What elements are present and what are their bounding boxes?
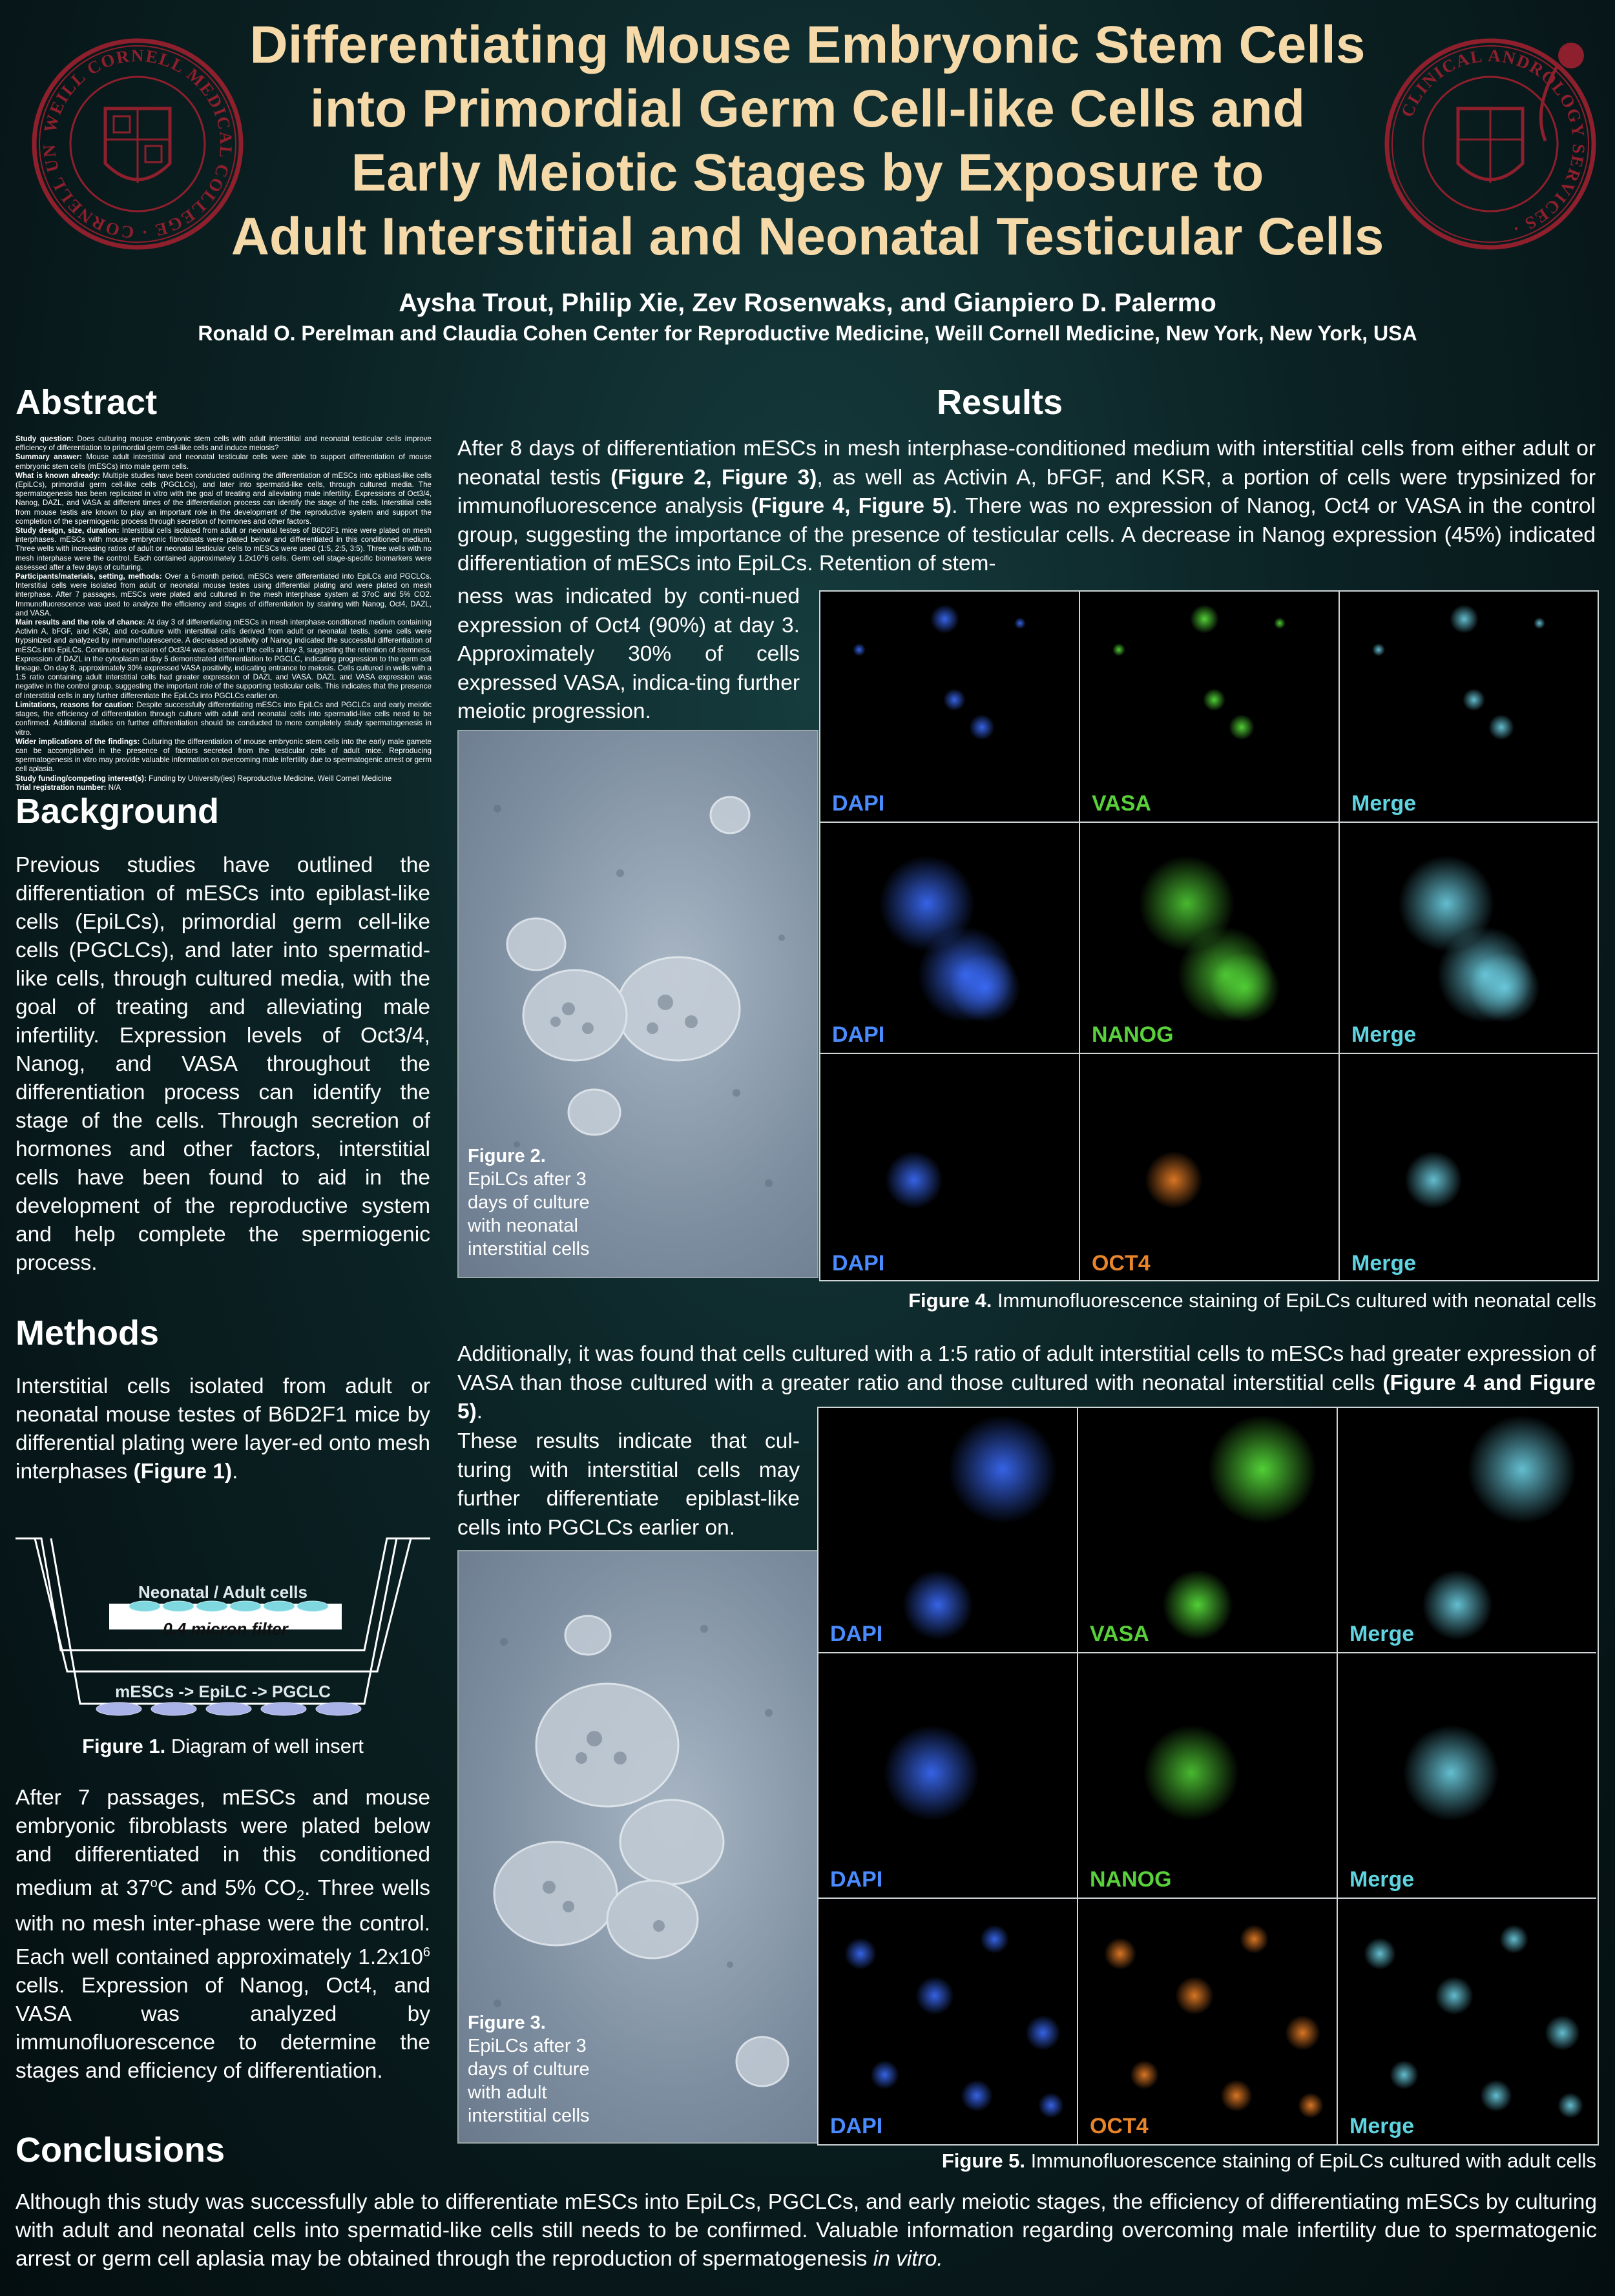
svg-text:WEILL CORNELL MEDICAL COLLEGE: WEILL CORNELL MEDICAL COLLEGE · CORNELL UN	[39, 45, 236, 243]
title-line: Adult Interstitial and Neonatal Testicular Cells	[231, 207, 1384, 266]
abstract-body	[16, 435, 432, 792]
abstract-paragraph-label: Study funding/competing interest(s):	[16, 774, 147, 783]
methods-text-1-body: Interstitial cells isolated from adult or neonatal mouse testes of B6D2F1 mice by differential plating were layer-ed onto mesh interphases	[16, 1374, 430, 1484]
abstract-paragraph-label: Summary answer:	[16, 453, 83, 462]
panel-label: Merge	[1351, 791, 1417, 816]
panel-label: OCT4	[1092, 1251, 1151, 1276]
results-ref-fig4-and-5: (Figure 4 and Figure 5)	[457, 1370, 1596, 1424]
panel-label: VASA	[1090, 1622, 1149, 1646]
figure-2-micrograph	[457, 730, 818, 1278]
abstract-paragraph-text: N/A	[106, 783, 121, 792]
panel-label: DAPI	[830, 2114, 883, 2138]
results-para-2a: Additionally, it was found that cells cultured with a 1:5 ratio of adult interstitial cells to mESCs had greater expression of VASA than those cultured with a greater ratio and those cultured with neonatal interstitial cells	[457, 1342, 1596, 1395]
conclusions-heading: Conclusions	[16, 2131, 225, 2169]
figure-3-label-line: EpiLCs after 3	[468, 2036, 587, 2056]
figure-5-caption-label: Figure 5.	[941, 2149, 1026, 2172]
abstract-paragraph	[16, 701, 432, 738]
cell-nucleus	[915, 1976, 954, 2015]
abstract-paragraph-text: Despite successfully differentiating mESCs into EpiLCs and PGCLCs and early meiotic stages, the efficiency of differentiation through culture with adult and neonatal cells into spermatid-like cells need to be confirmed. Additional studies on further differentiation should be conducted to more completely study spermatogenesis in vitro.	[16, 700, 432, 737]
title-line: Differentiating Mouse Embryonic Stem Cells	[249, 16, 1366, 74]
cell-nucleus	[1545, 2015, 1580, 2051]
cell-nucleus	[1209, 952, 1280, 1023]
cell-nucleus	[883, 1724, 980, 1821]
panel-label: Merge	[1351, 1022, 1417, 1047]
figure-3-label-title: Figure 3.	[468, 2012, 546, 2033]
abstract-paragraph-text: Over a 6-month period, mESCs were differentiated into EpiLCs and PGCLCs. Interstitial cells were isolated from adult or neonatal mouse testes using differential plating and were plated on mesh interphase. After 7 passages, mESCs were plated and cultured in the mesh interphase system at 37oC and 5% CO2. Immunofluorescence was used to analyze the efficiency and stages of differentiation by staining with Nanog, Oct4, DAZL, and VASA.	[16, 572, 432, 617]
results-para-1b: , as well as Activin A, bFGF, and KSR, a portion of cells were trypsinized for immunofluorescence analysis	[457, 465, 1596, 519]
methods-text-1-end: .	[232, 1460, 238, 1484]
diagram-bottom-label: mESCs -> EpiLC -> PGCLC	[115, 1682, 331, 1701]
figure-2-label-title: Figure 2.	[468, 1146, 546, 1166]
abstract-paragraph	[16, 453, 432, 471]
figure-2-label-line: days of culture	[468, 1192, 590, 1213]
methods-text-1	[16, 1372, 430, 1486]
abstract-paragraph-text: At day 3 of differentiating mESCs in mesh interphase-conditioned medium containing Activin A, bFGF, and KSR, and co-culture with interstitial cells derived from adult or neonatal testis, some cells were trypsinized and analyzed by immunofluorescence. A decreased positivity of Nanog indicated the successful differentiation of mESCs into EpiLCs. Continued expression of Oct3/4 was detected in the cells at day 3, suggesting the retention of stemness. Expression of DAZL in the cytoplasm at day 5 demonstrated differentiation to PGCLC, indicating progression to the germ cell lineage. On day 8, approximately 30% expressed VASA positivity, indicating entrance to meiosis. Cells cultured in wells with a 1:5 ratio containing adult interstitial cells had greater expression of DAZL and VASA. DAZL and VASA expression was negative in the control group, suggesting the important role of the supporting testicular cells. This indicates that the presence of interstitial cells in any further differentiate the EpiLCs into PGCLCs earlier on.	[16, 618, 432, 700]
methods-text-2d: cells. Expression of Nanog, Oct4, and VASA was analyzed by immunofluorescence to determine the stages and efficiency of differentiation.	[16, 1974, 430, 2083]
cell-nucleus	[1467, 1414, 1577, 1524]
cell-nucleus	[1190, 605, 1219, 634]
cell-nucleus	[1488, 714, 1514, 740]
cell-nucleus	[1558, 2093, 1583, 2118]
results-para-2b: .	[476, 1400, 483, 1424]
methods-text-2	[16, 1784, 430, 2085]
abstract-paragraph-text: Culturing the differentiation of mouse embryonic stem cells into the early male gamete can be accomplished in the presence of factors secreted from the testicular cells of adult mice. Reproducing spermatogenesis in vitro may provide valuable information on overcoming male infertility due to spermatogenic arrest or germ cell aplasia.	[16, 737, 432, 774]
diagram-filter-label: 0.4 micron filter	[163, 1619, 288, 1639]
abstract-paragraph	[16, 618, 432, 701]
figure-2-label-line: with neonatal	[468, 1215, 578, 1236]
cell-nucleus	[1162, 1569, 1233, 1640]
cell-nucleus	[948, 1414, 1058, 1524]
cell-nucleus	[1229, 714, 1255, 740]
authors: Aysha Trout, Philip Xie, Zev Rosenwaks, and Gianpiero D. Palermo	[399, 289, 1216, 317]
methods-heading: Methods	[16, 1314, 159, 1352]
cell-nucleus	[870, 2060, 899, 2089]
panel-label: Merge	[1349, 2114, 1415, 2138]
cell-nucleus	[1130, 2060, 1159, 2089]
figure-1-caption-text: Diagram of well insert	[165, 1735, 364, 1757]
cell-nucleus	[902, 1569, 974, 1640]
panel-label: DAPI	[832, 1022, 885, 1047]
background-heading: Background	[16, 792, 220, 831]
abstract-paragraph-label: What is known already:	[16, 471, 100, 480]
cell-nucleus	[844, 1938, 877, 1970]
cell-nucleus	[1450, 605, 1479, 634]
if-panel-dapi	[820, 1054, 1080, 1281]
co2-sub: 2	[296, 1887, 305, 1903]
abstract-paragraph	[16, 435, 432, 453]
cell-nucleus	[853, 643, 866, 656]
methods-text-2c: . Three wells with no mesh inter-phase were the control. Each well contained approximately 1.2x10	[16, 1876, 430, 1969]
if-panel-dapi	[820, 823, 1080, 1054]
figure-3-micrograph	[457, 1550, 818, 2144]
cell-nucleus	[1220, 2080, 1253, 2112]
cell-nucleus	[1298, 2093, 1324, 2118]
results-para-1c: . There was no expression of Nanog, Oct4 or VASA in the control group, suggesting the importance of the presence of testicular cells. A decrease in Nanog expression (45%) indicated differentiation of mESCs into EpiLCs. Retention of stem-	[457, 494, 1596, 576]
cell-nucleus	[1207, 1414, 1317, 1524]
figure-4-caption-text: Immunofluorescence staining of EpiLCs cultured with neonatal cells	[992, 1289, 1596, 1312]
figure-5-caption	[817, 2149, 1596, 2173]
if-panel-merge	[1340, 592, 1598, 823]
cell-nucleus	[1364, 1938, 1396, 1970]
figure-2-label-line: EpiLCs after 3	[468, 1169, 587, 1190]
panel-label: Merge	[1351, 1251, 1417, 1276]
panel-label: Merge	[1349, 1867, 1415, 1892]
if-panel-nanog	[1080, 823, 1340, 1054]
if-panel-dapi	[820, 592, 1080, 823]
cell-nucleus	[1240, 1925, 1269, 1954]
abstract-heading: Abstract	[16, 383, 158, 422]
abstract-paragraph-label: Limitations, reasons for caution:	[16, 700, 134, 709]
background-text: Previous studies have outlined the differentiation of mESCs into epiblast-like cells (EpiLCs), primordial germ cell-like cells (PGCLCs), and later into spermatid-like cells, through cultured media, with the goal of treating and alleviating male infertility. Expression levels of Oct3/4, Nanog, and VASA throughout the differentiation process can identify the stage of the cells. Through secretion of hormones and other factors, interstitial cells have been found to aid in the development of the reproductive system and help complete the spermiogenic process.	[16, 853, 430, 1275]
if-panel-merge	[1340, 823, 1598, 1054]
cell-nucleus	[1025, 2015, 1061, 2051]
cell-nucleus	[1469, 952, 1540, 1023]
results-para-1a: After 8 days of differentiation mESCs in mesh interphase-conditioned medium with interstitial cells from either adult or neonatal testis	[457, 437, 1596, 490]
cell-nucleus	[1285, 2015, 1320, 2051]
title-line: into Primordial Germ Cell-like Cells and	[309, 79, 1306, 138]
abstract-paragraph-text: Multiple studies have been conducted outlining the differentiation of mESCs into epiblast-like cells (EpiLCs), primordial germ cell-like cells (PGCLCs), and later into spermatid-like cells, through cultured media. The spermatogenesis has been replicated in vitro with the goal of treating and alleviating male infertility. Expressions of Oct3/4, Nanog, DAZL, and VASA at different times of the differentiation process can identify the stage of the cells. Interstitial cells from mouse testis are known to play an important role in the development of the reproductive system and support the completion of the spermiogenic process through secretion of hormones and other factors.	[16, 471, 432, 526]
cell-nucleus	[1422, 1569, 1493, 1640]
cell-nucleus	[1463, 688, 1485, 711]
abstract-paragraph-label: Wider implications of the findings:	[16, 737, 140, 746]
cell-nucleus	[1402, 1724, 1499, 1821]
cell-nucleus	[885, 1151, 943, 1209]
figure-3-label-line: with adult	[468, 2082, 547, 2103]
if-panel-merge	[1338, 1408, 1596, 1653]
cell-nucleus	[1480, 2080, 1512, 2112]
poster-title	[162, 13, 1454, 269]
panel-label: DAPI	[832, 791, 885, 816]
abstract-paragraph-text: Funding by University(ies) Reproductive Medicine, Weill Cornell Medicine	[146, 774, 392, 783]
diagram-top-label: Neonatal / Adult cells	[138, 1582, 307, 1602]
figure-3-label-line: interstitial cells	[468, 2105, 590, 2126]
cell-nucleus	[961, 2080, 993, 2112]
abstract-paragraph-label: Study question:	[16, 435, 74, 443]
cell-nucleus	[1145, 1151, 1203, 1209]
panel-label: OCT4	[1090, 2114, 1149, 2138]
methods-text-2a: After 7 passages, mESCs and mouse embryonic fibroblasts were plated below and differentiated in this conditioned medium at 37	[16, 1786, 430, 1901]
abstract-paragraph-text: Interstitial cells isolated from adult or neonatal testes of B6D2F1 mice were plated on mesh interphases. mESCs with mouse embryonic fibroblasts were plated below and differentiated in this conditioned medium. Three wells with increasing ratios of adult or neonatal testicular cells to mESCs were used (1:5, 2:5, 3:5). Three wells with no mesh interphase were the control. Each contained approximately 1.2x10^6 cells. Germ cell stage-specific biomarkers were assessed after a few days of culturing.	[16, 526, 432, 572]
if-panel-vasa	[1080, 592, 1340, 823]
figure-2-label	[468, 1144, 590, 1261]
cell-nucleus	[980, 1925, 1009, 1954]
conclusions-italic: in vitro.	[873, 2247, 943, 2271]
svg-text:CLINICAL ANDROLOGY SERVICES ·: CLINICAL ANDROLOGY SERVICES ·	[1397, 45, 1589, 240]
abstract-paragraph	[16, 738, 432, 774]
figure-4-caption-label: Figure 4.	[908, 1289, 992, 1312]
abstract-paragraph-text: Does culturing mouse embryonic stem cells with adult interstitial and neonatal testicular cells improve efficiency of differentiation to primordial germ cell-like cells and induce meiosis?	[16, 435, 432, 453]
if-panel-oct4	[1080, 1054, 1340, 1281]
exponent-sup: 6	[422, 1945, 430, 1960]
cell-nucleus	[1143, 1724, 1240, 1821]
cell-nucleus	[943, 688, 966, 711]
cell-nucleus	[1175, 1976, 1214, 2015]
cell-nucleus	[930, 605, 959, 634]
cell-nucleus	[1014, 617, 1026, 629]
abstract-paragraph-label: Study design, size, duration:	[16, 526, 120, 535]
cell-nucleus	[1372, 643, 1385, 656]
panel-label: DAPI	[832, 1251, 885, 1276]
if-panel-dapi	[818, 1899, 1078, 2144]
cell-nucleus	[1038, 2093, 1064, 2118]
conclusions-text	[16, 2188, 1597, 2273]
figure-3-label	[468, 2011, 590, 2127]
degree-sup: o	[150, 1876, 158, 1890]
if-panel-merge	[1340, 1054, 1598, 1281]
figure-5-immunofluorescence-grid	[817, 1407, 1599, 2146]
figure-4-caption	[819, 1289, 1596, 1312]
abstract-paragraph	[16, 526, 432, 572]
panel-label: NANOG	[1090, 1867, 1172, 1892]
figure-3-label-line: days of culture	[468, 2059, 590, 2080]
well-insert-diagram	[16, 1531, 430, 1731]
cell-nucleus	[1203, 688, 1225, 711]
cell-nucleus	[1404, 1151, 1463, 1209]
results-ref-fig4-5: (Figure 4, Figure 5)	[751, 494, 952, 519]
figure-4-immunofluorescence-grid	[819, 590, 1599, 1281]
figure-1-caption	[16, 1735, 430, 1758]
abstract-paragraph	[16, 774, 432, 783]
figure-1-caption-label: Figure 1.	[82, 1735, 166, 1757]
results-ref-fig2-3: (Figure 2, Figure 3)	[610, 465, 817, 490]
abstract-paragraph	[16, 471, 432, 526]
panel-label: Merge	[1349, 1622, 1415, 1646]
abstract-paragraph-text: Mouse adult interstitial and neonatal testicular cells were able to support differentiation of mouse embryonic stem cells (mESCs) into male germ cells.	[16, 453, 432, 471]
if-panel-nanog	[1078, 1653, 1338, 1899]
results-para-1-cont: ness was indicated by conti-nued expression of Oct4 (90%) at day 3. Approximately 30% of cells expressed VASA, indica-ting further meiotic progression.	[457, 584, 800, 724]
if-panel-vasa	[1078, 1408, 1338, 1653]
cell-nucleus	[1534, 617, 1545, 629]
figure-2-label-line: interstitial cells	[468, 1239, 590, 1259]
abstract-paragraph-label: Main results and the role of chance:	[16, 618, 145, 627]
methods-text-1-ref: (Figure 1)	[133, 1460, 233, 1484]
cell-nucleus	[1274, 617, 1286, 629]
abstract-paragraph-label: Trial registration number:	[16, 783, 107, 792]
cell-nucleus	[1435, 1976, 1474, 2015]
cell-nucleus	[950, 952, 1021, 1023]
if-panel-merge	[1338, 1653, 1596, 1899]
if-panel-oct4	[1078, 1899, 1338, 2144]
cell-nucleus	[969, 714, 995, 740]
cell-nucleus	[1390, 2060, 1419, 2089]
panel-label: DAPI	[830, 1622, 883, 1646]
panel-label: DAPI	[830, 1867, 883, 1892]
cell-nucleus	[1104, 1938, 1136, 1970]
conclusions-body: Although this study was successfully able to differentiate mESCs into EpiLCs, PGCLCs, and early meiotic stages, the efficiency of differentiating mESCs by culturing with adult and neonatal cells into spermatid-like cells still needs to be confirmed. Valuable information regarding overcoming male infertility due to spermatogenic arrest or germ cell aplasia may be obtained through the reproduction of spermatogenesis	[16, 2190, 1597, 2271]
cell-nucleus	[1499, 1925, 1528, 1954]
abstract-paragraph	[16, 572, 432, 618]
if-panel-dapi	[818, 1653, 1078, 1899]
panel-label: VASA	[1092, 791, 1151, 816]
results-para-2-cont: These results indicate that cul-turing with interstitial cells may further differentiate epiblast-like cells into PGCLCs earlier on.	[457, 1429, 800, 1540]
results-heading: Results	[937, 383, 1063, 422]
if-panel-merge	[1338, 1899, 1596, 2144]
results-para-1	[457, 435, 1596, 579]
title-line: Early Meiotic Stages by Exposure to	[351, 143, 1264, 202]
methods-text-2b: C and 5% CO	[157, 1876, 297, 1901]
figure-5-caption-text: Immunofluorescence staining of EpiLCs cultured with adult cells	[1025, 2149, 1596, 2172]
cell-nucleus	[1112, 643, 1125, 656]
panel-label: NANOG	[1092, 1022, 1174, 1047]
if-panel-dapi	[818, 1408, 1078, 1653]
affiliation: Ronald O. Perelman and Claudia Cohen Center for Reproductive Medicine, Weill Cornell Medicine, New York, New York, USA	[198, 322, 1417, 345]
abstract-paragraph-label: Participants/materials, setting, methods:	[16, 572, 162, 581]
